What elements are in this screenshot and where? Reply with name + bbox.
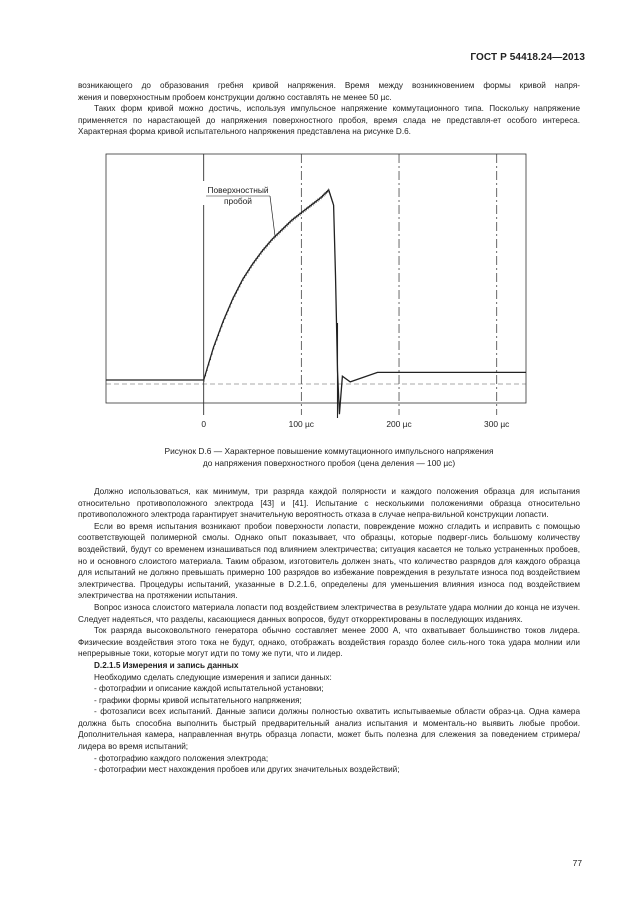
document-id: ГОСТ Р 54418.24—2013 xyxy=(470,52,585,63)
caption-line: Рисунок D.6 — Характерное повышение коммутационного импульсного напряжения xyxy=(164,446,494,456)
list-item: - фотозаписи всех испытаний. Данные записи должны полностью охватить испытываемые области образ-ца. Одна камера должна быть способна выполнить быстрый предварительный анализ испытания и моменталь-но выявить любые пробои. Дополнительная камера, направленная внутрь образца лопасти, может быть полезна для слежения за поведением стримера/лидера во время испытаний; xyxy=(78,707,580,752)
annotation-label: Поверхностный xyxy=(207,185,269,195)
plot-frame xyxy=(106,154,526,403)
body-text xyxy=(78,486,580,776)
list-item: - фотографии и описание каждой испытательной установки; xyxy=(94,684,324,694)
paragraph: Вопрос износа слоистого материала лопасти под воздействием электричества в результате удара молнии до конца не изучен. Следует надеяться, что разделы, касающиеся данных вопросов, будут откорректированы в последующих изданиях. xyxy=(78,602,580,624)
list-item: - графики формы кривой испытательного напряжения; xyxy=(94,695,302,705)
paragraph: Таких форм кривой можно достичь, используя импульсное напряжение коммутационного типа. Поскольку напряжение применяется по нарастающей до напряжения поверхностного пробоя, время слада не представля-ет особого интереса. Характерная форма кривой испытательного напряжения представлена на рисунке D.6. xyxy=(78,104,580,137)
voltage-trace xyxy=(106,190,526,414)
x-tick-label: 200 µс xyxy=(386,419,412,429)
paragraph: жения и поверхностным пробоем конструкции должно составлять не менее 50 µс. xyxy=(78,92,392,102)
x-tick-label: 100 µс xyxy=(288,419,315,429)
x-tick-label: 300 µс xyxy=(484,419,510,429)
x-tick-label: 0 xyxy=(201,419,207,429)
figure-chart xyxy=(0,0,630,445)
list-item: - фотографии мест нахождения пробоев или других значительных воздействий; xyxy=(94,765,400,775)
figure-caption xyxy=(78,446,580,469)
list-item: - фотографию каждого положения электрода; xyxy=(94,753,269,763)
paragraph: возникающего до образования гребня кривой напряжения. Время между возникновением формы кривой напря- xyxy=(78,81,580,90)
page-number: 77 xyxy=(572,858,582,868)
section-heading: D.2.1.5 Измерения и запись данных xyxy=(94,660,239,670)
caption-line: до напряжения поверхностного пробоя (цена деления — 100 µс) xyxy=(202,457,456,468)
annotation-label: пробой xyxy=(224,196,252,206)
paragraph: Если во время испытания возникают пробои поверхности лопасти, повреждение можно сгладить и исправить с помощью соответствующей полимерной смолы. Однако опыт показывает, что образцы, которые подверг-лись большому количеству воздействий, будут со временем изнашиваться под влиянием электричества; ситуация касается не только устраненных пробоев, но и основного слоистого материала. Таким образом, изготовитель должен знать, что количество разрядов для каждого образца для испытаний не должно превышать примерно 100 разрядов во избежание повреждения в результате износа под воздействием электричества. Процедуры испытаний, указанные в D.2.1.6, определены для уменьшения влияния износа под воздействием электричества на протяжении испытания. xyxy=(78,521,580,601)
paragraph: Необходимо сделать следующие измерения и записи данных: xyxy=(94,672,332,682)
paragraph: Ток разряда высоковольтного генератора обычно составляет менее 2000 А, что охватывает большинство токов лидера. Физические воздействия этого тока не будут, однако, отображать воздействия гораздо более силь-ного тока удара молнии или непрерывные токи, которые могут идти по тому же пути, что и лидер. xyxy=(78,626,580,659)
paragraph: Должно использоваться, как минимум, три разряда каждой полярности и каждого положения образца для испытания относительно противоположного электрода [43] и [41]. Испытание с несколькими положениями образца относительно противоположного электрода гарантирует значительную вероятность отказа в случае непра-вильной конструкции лопасти. xyxy=(78,487,580,520)
